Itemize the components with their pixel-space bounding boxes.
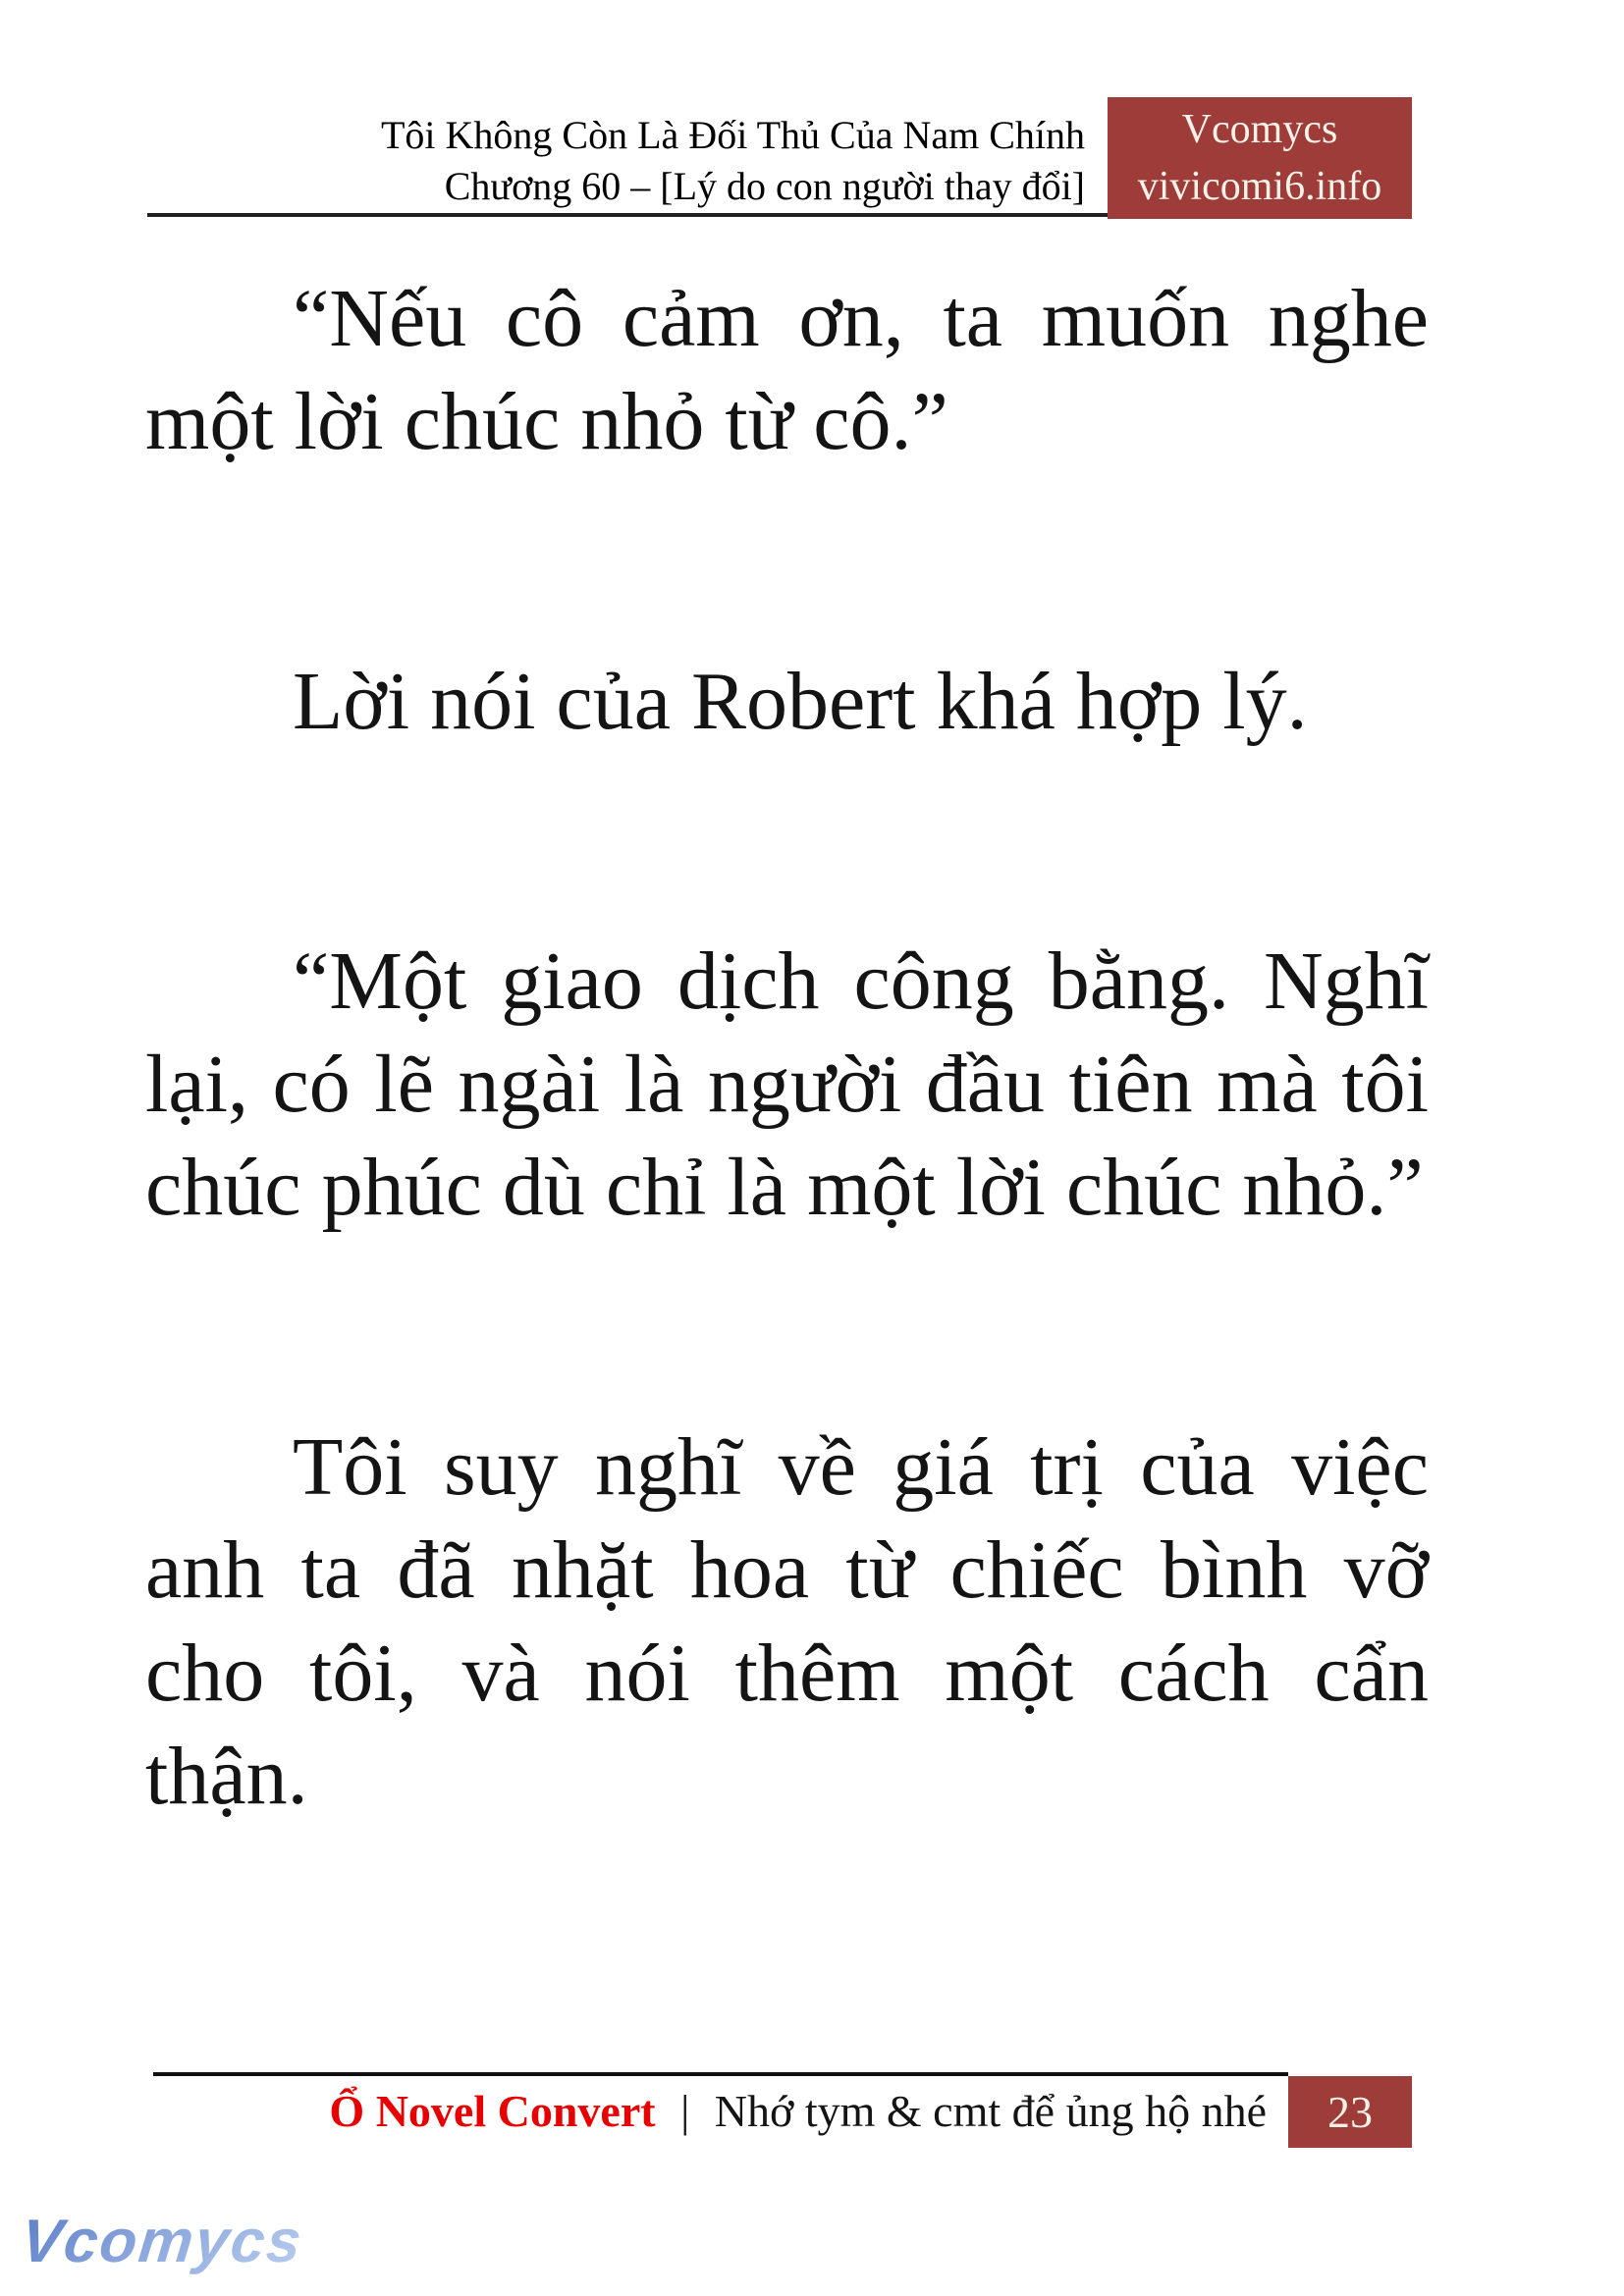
vcomycs-watermark-logo: Vcomycs: [18, 2208, 306, 2275]
chapter-header: [147, 110, 1085, 212]
paragraph: Tôi suy nghĩ về giá trị của việc anh ta đã nhặt hoa từ chiếc bình vỡ cho tôi, và nói thêm một cách cẩn thận.: [145, 1421, 1429, 1822]
page-number-badge: [1288, 2076, 1412, 2148]
novel-title: Tôi Không Còn Là Đối Thủ Của Nam Chính: [381, 113, 1085, 157]
paragraph: “Nếu cô cảm ơn, ta muốn nghe một lời chúc nhỏ từ cô.”: [145, 273, 1429, 467]
footer-brand: Ổ Novel Convert: [329, 2086, 656, 2136]
header-divider: [147, 213, 1108, 217]
page-number: 23: [1327, 2087, 1373, 2137]
site-badge: [1108, 97, 1412, 219]
footer-note: Nhớ tym & cmt để ủng hộ nhé: [714, 2086, 1267, 2136]
site-badge-url: vivicomi6.info: [1137, 164, 1382, 209]
chapter-title: Chương 60 – [Lý do con người thay đổi]: [444, 164, 1085, 208]
site-badge-name: Vcomycs: [1181, 107, 1338, 152]
footer: [147, 2083, 1267, 2140]
chapter-body: [145, 267, 1429, 1828]
footer-separator: |: [680, 2086, 690, 2136]
paragraph: Lời nói của Robert khá hợp lý.: [293, 656, 1308, 747]
paragraph: “Một giao dịch công bằng. Nghĩ lại, có lẽ ngài là người đầu tiên mà tôi chúc phúc dù chỉ là một lời chúc nhỏ.”: [145, 935, 1429, 1233]
footer-divider: [153, 2072, 1288, 2076]
